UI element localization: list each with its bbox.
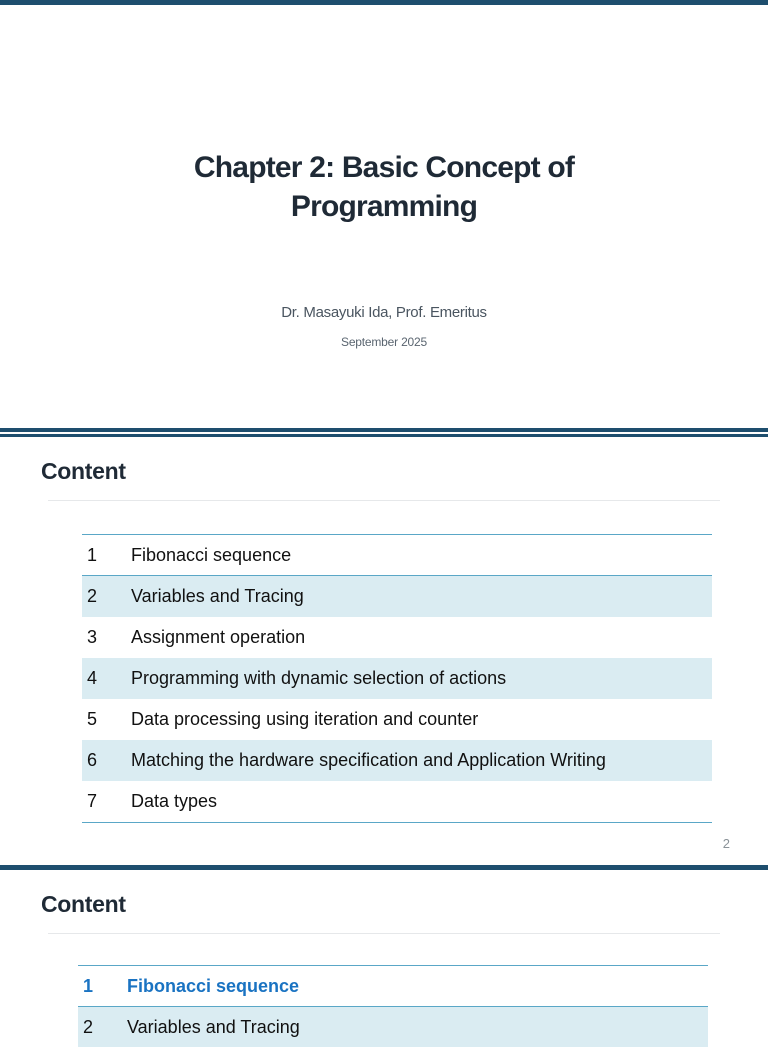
toc-label: Matching the hardware specification and Application Writing [131, 750, 606, 770]
slide-title-line-1: Chapter 2: Basic Concept of [193, 151, 575, 184]
toc-row[interactable] [82, 699, 712, 740]
toc-label: Variables and Tracing [131, 586, 304, 606]
slide-title-line-2: Programming [290, 190, 478, 223]
toc-label: Fibonacci sequence [131, 545, 292, 565]
page-number: 2 [722, 836, 730, 851]
toc-number: 5 [87, 709, 98, 729]
toc-row[interactable] [82, 781, 712, 822]
title-slide [0, 0, 768, 428]
top-accent-bar [0, 0, 768, 5]
slide-title [84, 148, 684, 226]
toc-number: 1 [87, 545, 98, 565]
toc-label: Assignment operation [131, 627, 306, 647]
toc-label: Data types [131, 791, 218, 811]
toc-label: Programming with dynamic selection of actions [131, 668, 507, 688]
toc-row[interactable] [82, 658, 712, 699]
toc-row-active[interactable] [78, 966, 708, 1007]
heading-rule [48, 933, 720, 934]
toc-label: Fibonacci sequence [127, 976, 300, 996]
toc-number: 2 [83, 1017, 94, 1037]
toc-row[interactable] [82, 740, 712, 781]
slide-separator-inner [0, 434, 768, 437]
slide-separator [0, 865, 768, 870]
slide-separator [0, 428, 768, 432]
date-line: September 2025 [341, 335, 427, 349]
toc-label: Variables and Tracing [127, 1017, 300, 1037]
toc-label: Data processing using iteration and counter [131, 709, 479, 729]
toc-row[interactable] [82, 576, 712, 617]
content-heading: Content [41, 458, 126, 484]
toc-row[interactable] [82, 617, 712, 658]
table-of-contents [78, 965, 708, 1047]
content-heading: Content [41, 891, 126, 917]
toc-row[interactable] [82, 535, 712, 576]
author-line: Dr. Masayuki Ida, Prof. Emeritus [281, 304, 487, 321]
toc-row[interactable] [78, 1007, 708, 1047]
toc-number: 1 [83, 976, 94, 996]
heading-rule [48, 500, 720, 501]
toc-number: 4 [87, 668, 98, 688]
toc-number: 7 [87, 791, 98, 811]
toc-number: 6 [87, 750, 98, 770]
toc-number: 2 [87, 586, 98, 606]
table-of-contents [82, 534, 712, 823]
toc-number: 3 [87, 627, 98, 647]
